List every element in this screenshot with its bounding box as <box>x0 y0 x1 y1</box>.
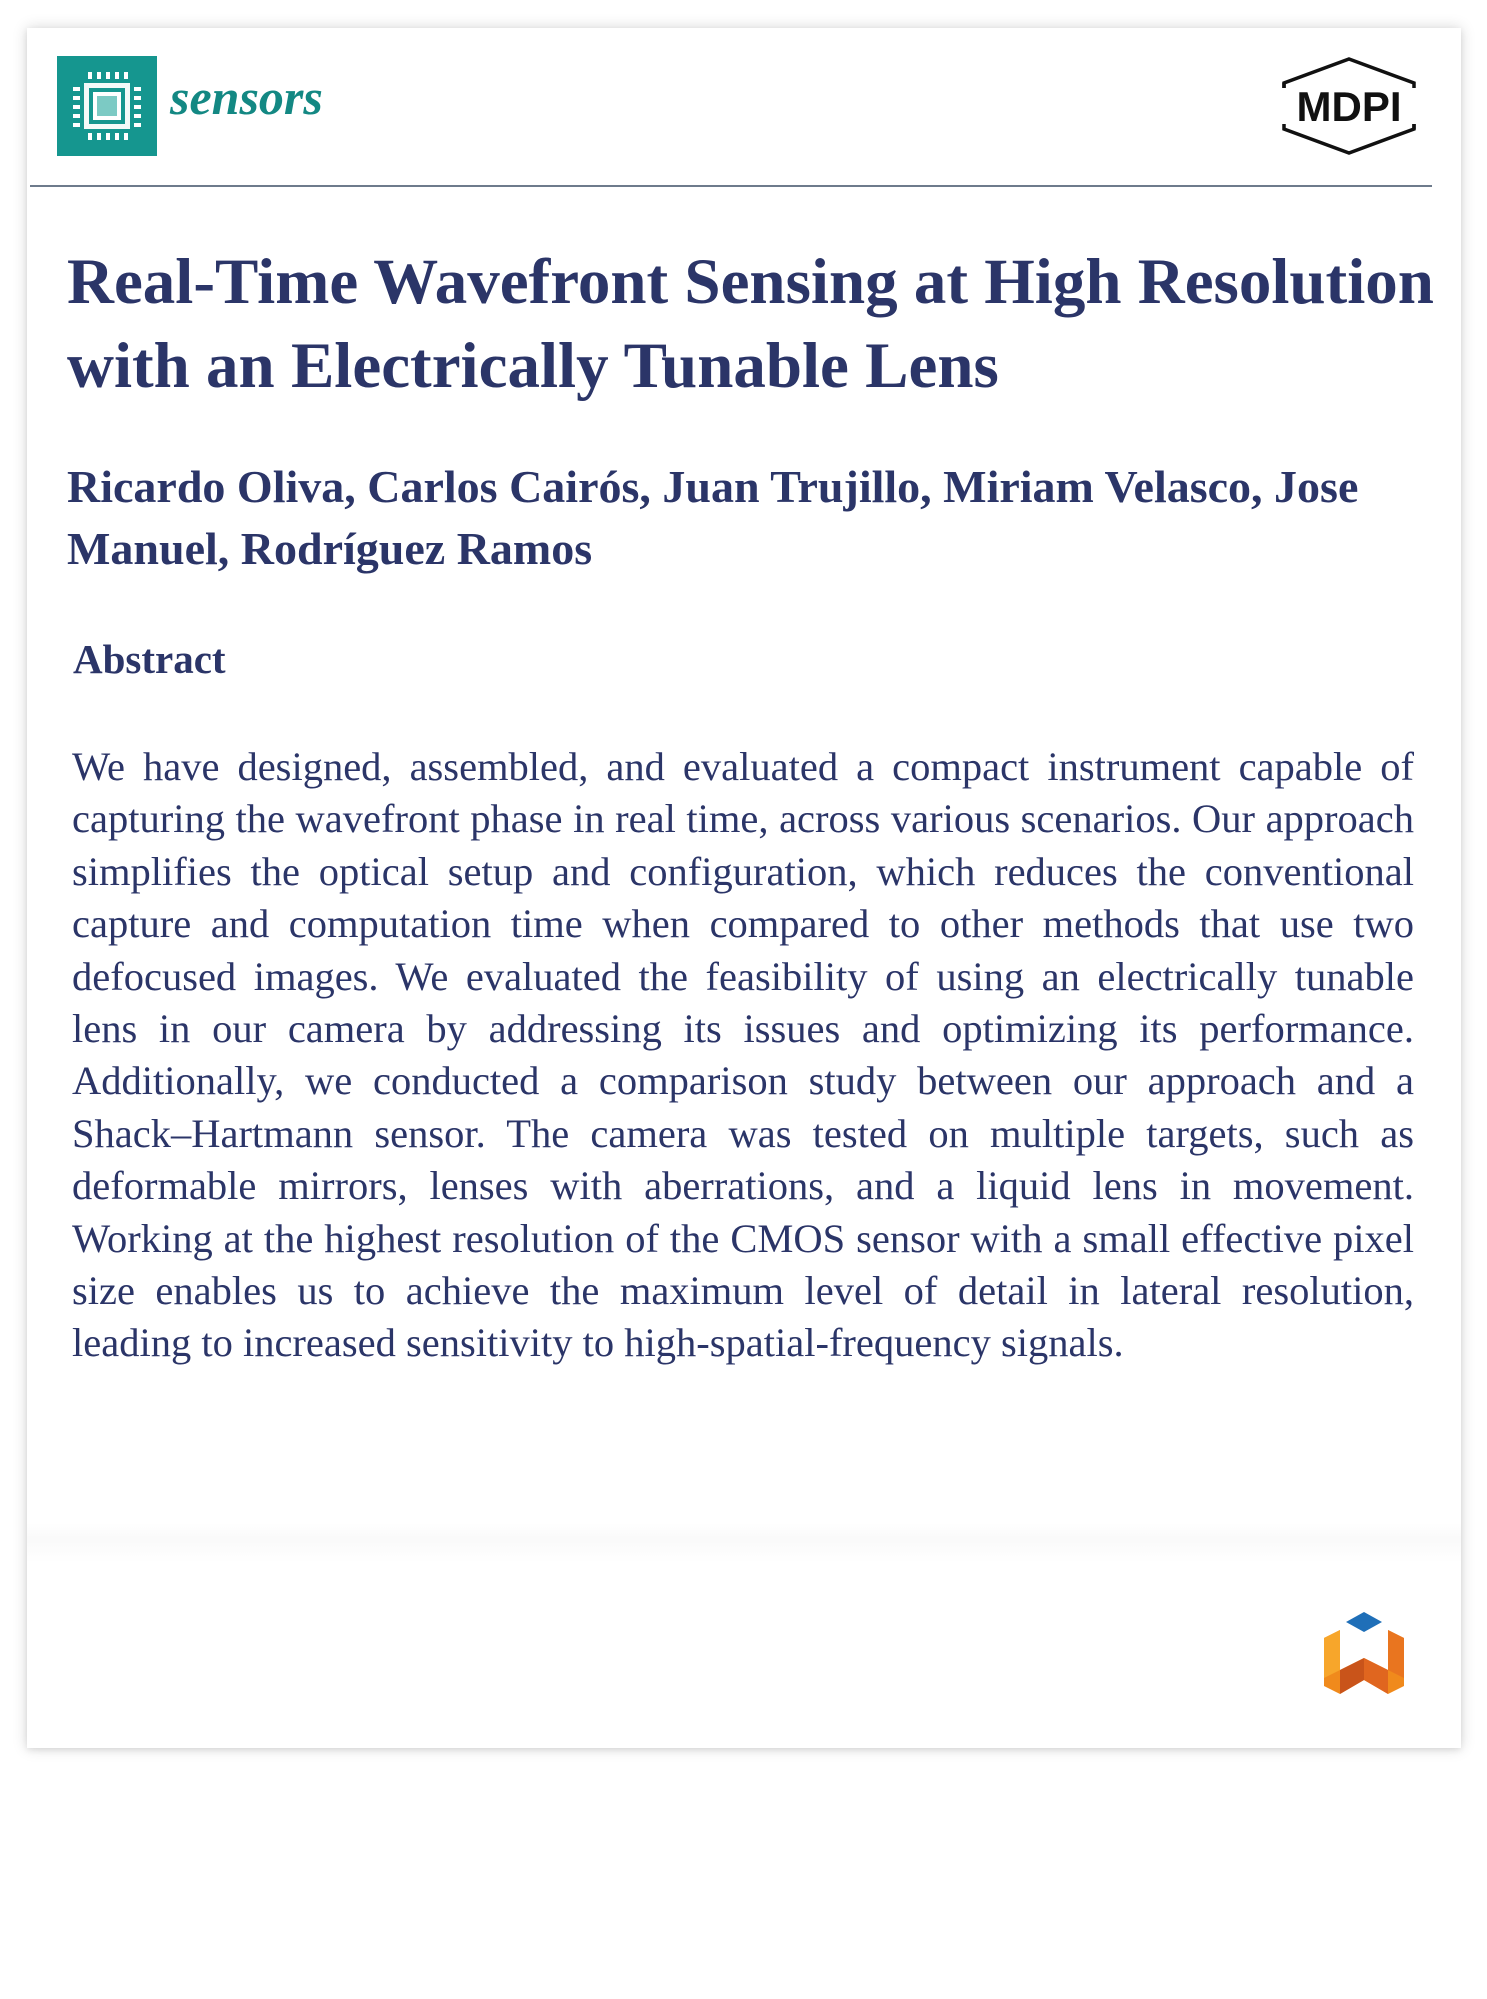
footer-logo-graphic <box>1318 1608 1410 1708</box>
journal-header <box>27 28 1461 188</box>
header-divider <box>30 185 1432 187</box>
chip-icon <box>57 56 157 156</box>
article-title: Real-Time Wavefront Sensing at High Resolution with an Electrically Tunable Lens <box>67 246 1434 402</box>
card-bottom-band <box>27 1523 1461 1563</box>
colorful-w-cube-logo <box>1318 1608 1410 1708</box>
mdpi-hexagon-logo <box>1274 56 1424 156</box>
author-list: Ricardo Oliva, Carlos Cairós, Juan Trujillo, Miriam Velasco, Jose Manuel, Rodríguez Ramos <box>67 461 1359 574</box>
mdpi-logo-graphic <box>1274 56 1424 156</box>
journal-name: sensors <box>170 69 323 125</box>
publisher-name: MDPI <box>1296 83 1402 130</box>
chip-icon-graphic <box>57 56 157 156</box>
abstract-text: We have designed, assembled, and evaluated a compact instrument capable of capturing the wavefront phase in real time, across various scenarios. Our approach simplifies the optical setup and configuration, which reduces the conventional capture and computation time when compared to other methods that use two defocused images. We evaluated the feasibility of using an electrically tunable lens in our camera by addressing its issues and optimizing its performance. Additionally, we conducted a comparison study between our approach and a Shack–Hartmann sensor. The camera was tested on multiple targets, such as deformable mirrors, lenses with aberrations, and a liquid lens in movement. Working at the highest resolution of the CMOS sensor with a small effective pixel size enables us to achieve the maximum level of detail in lateral resolution, leading to increased sensitivity to high-spatial-frequency signals. <box>72 744 1414 1366</box>
article-card <box>27 28 1461 1748</box>
abstract-heading: Abstract <box>73 636 226 682</box>
